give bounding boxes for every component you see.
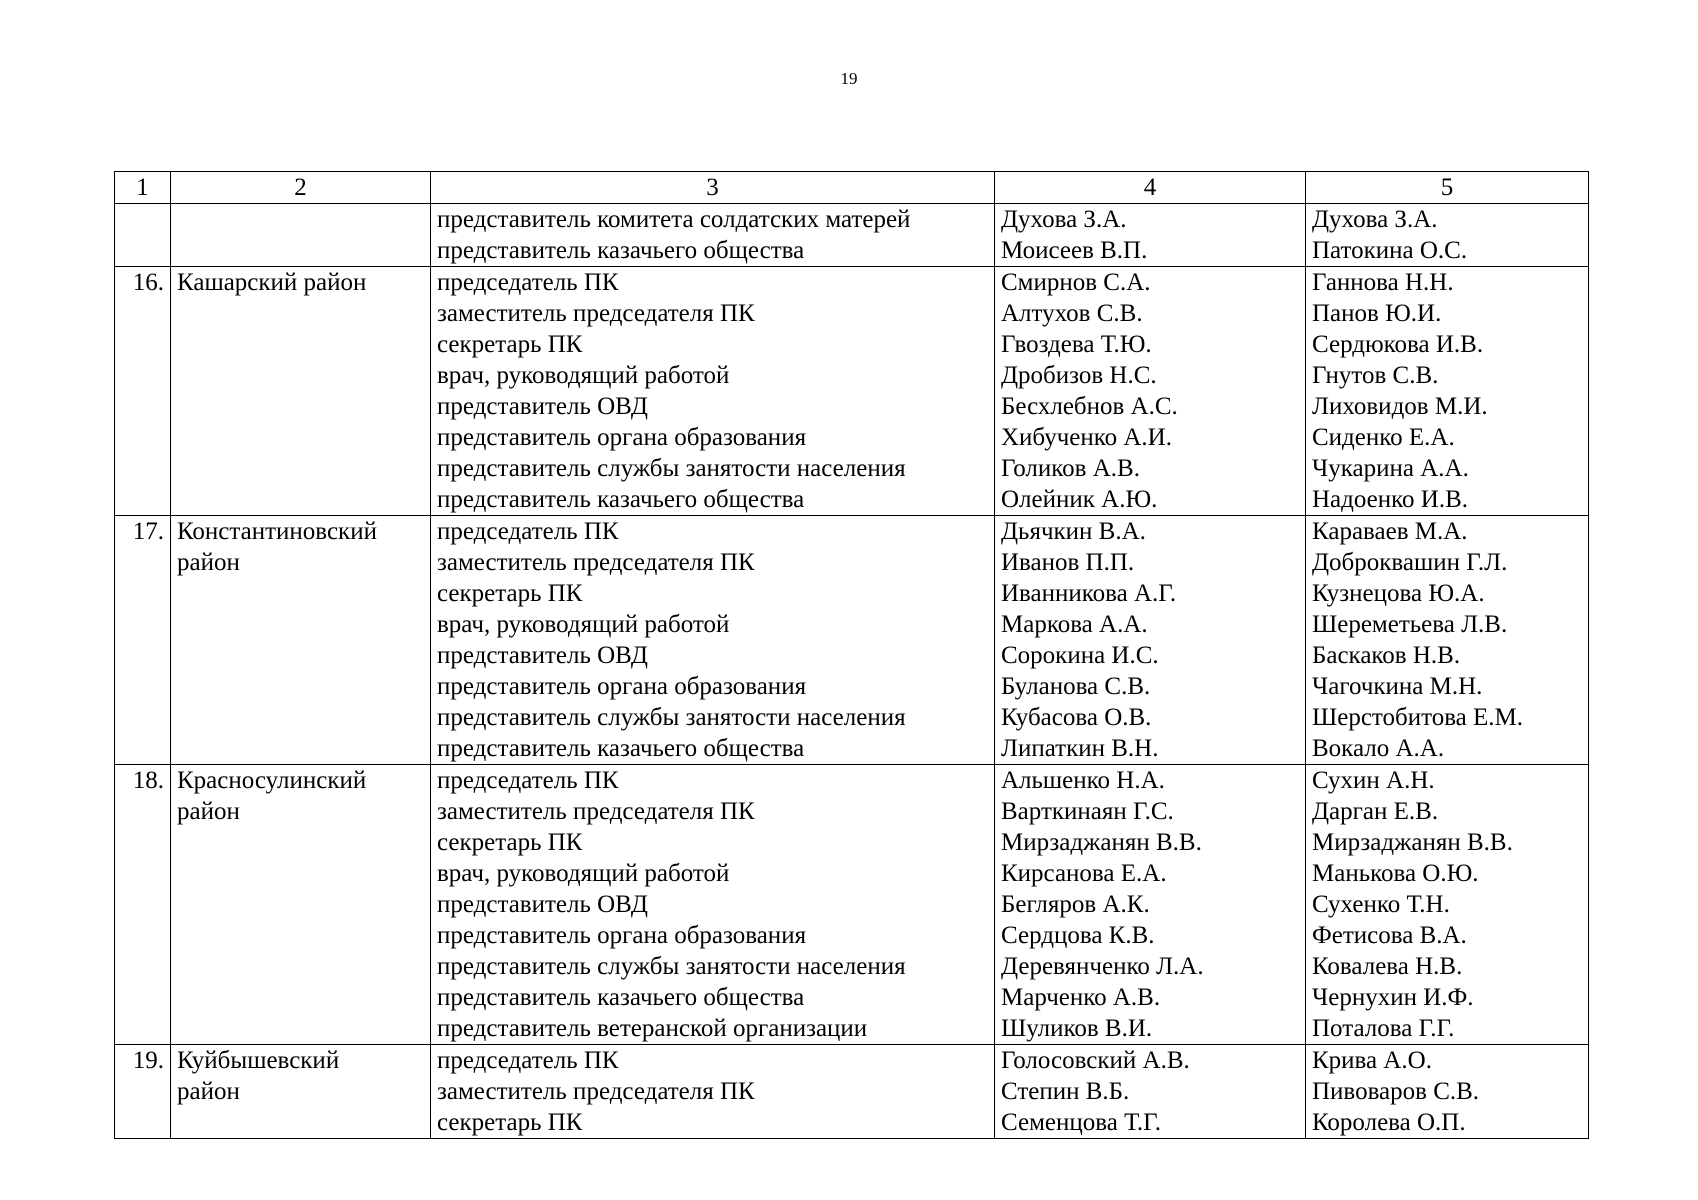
district-cell <box>171 516 431 765</box>
role-line: представитель ветеранской организации <box>437 1015 868 1042</box>
member-name: Семенцова Т.Г. <box>1001 1109 1161 1136</box>
role-cell <box>431 267 995 516</box>
row-number-cell <box>115 267 171 516</box>
member-name: Гвоздева Т.Ю. <box>1001 331 1152 358</box>
district-name-line: Куйбышевский <box>177 1047 340 1074</box>
member-name: Голиков А.В. <box>1001 455 1140 482</box>
member-name: Деревянченко Л.А. <box>1001 953 1204 980</box>
role-line: представитель казачьего общества <box>437 237 805 264</box>
row-number-cell <box>115 204 171 267</box>
role-line: секретарь ПК <box>437 580 583 607</box>
role-line: председатель ПК <box>437 269 619 296</box>
reserve-member-name: Дарган Е.В. <box>1312 798 1439 825</box>
reserve-member-name: Вокало А.А. <box>1312 735 1445 762</box>
reserve-cell <box>1306 204 1589 267</box>
district-cell <box>171 765 431 1045</box>
member-name: Кубасова О.В. <box>1001 704 1152 731</box>
role-line: секретарь ПК <box>437 829 583 856</box>
reserve-member-name: Поталова Г.Г. <box>1312 1015 1455 1042</box>
reserve-member-name: Караваев М.А. <box>1312 518 1468 545</box>
role-line: представитель казачьего общества <box>437 984 805 1011</box>
member-name: Степин В.Б. <box>1001 1078 1130 1105</box>
reserve-member-name: Лиховидов М.И. <box>1312 393 1488 420</box>
page-number: 19 <box>840 69 858 88</box>
role-line: представитель органа образования <box>437 673 807 700</box>
column-header-reserve: 5 <box>1306 172 1589 204</box>
member-name: Липаткин В.Н. <box>1001 735 1159 762</box>
table-row <box>115 516 1589 765</box>
member-name: Варткинаян Г.С. <box>1001 798 1174 825</box>
role-line: заместитель председателя ПК <box>437 1078 755 1105</box>
role-line: врач, руководящий работой <box>437 362 730 389</box>
role-cell <box>431 765 995 1045</box>
reserve-member-name: Чагочкина М.Н. <box>1312 673 1483 700</box>
row-number: 16. <box>132 269 164 296</box>
member-cell <box>995 765 1306 1045</box>
district-cell <box>171 1045 431 1139</box>
row-number: 19. <box>132 1047 164 1074</box>
reserve-member-name: Фетисова В.А. <box>1312 922 1467 949</box>
row-number-cell <box>115 765 171 1045</box>
member-name: Дробизов Н.С. <box>1001 362 1157 389</box>
role-line: представитель казачьего общества <box>437 735 805 762</box>
member-cell <box>995 204 1306 267</box>
row-number-cell <box>115 516 171 765</box>
member-name: Голосовский А.В. <box>1001 1047 1190 1074</box>
member-name: Иванов П.П. <box>1001 549 1135 576</box>
reserve-cell <box>1306 1045 1589 1139</box>
role-line: представитель ОВД <box>437 642 648 669</box>
table-row <box>115 1045 1589 1139</box>
column-header-member: 4 <box>995 172 1306 204</box>
member-name: Моисеев В.П. <box>1001 237 1148 264</box>
role-line: председатель ПК <box>437 518 619 545</box>
role-cell <box>431 204 995 267</box>
role-line: заместитель председателя ПК <box>437 798 755 825</box>
role-line: врач, руководящий работой <box>437 860 730 887</box>
reserve-member-name: Сиденко Е.А. <box>1312 424 1455 451</box>
member-name: Бесхлебнов А.С. <box>1001 393 1178 420</box>
reserve-member-name: Сердюкова И.В. <box>1312 331 1484 358</box>
role-line: врач, руководящий работой <box>437 611 730 638</box>
reserve-member-name: Доброквашин Г.Л. <box>1312 549 1508 576</box>
role-line: представитель службы занятости населения <box>437 455 906 482</box>
role-cell <box>431 516 995 765</box>
reserve-member-name: Духова З.А. <box>1312 206 1438 233</box>
reserve-cell <box>1306 516 1589 765</box>
reserve-member-name: Ганнова Н.Н. <box>1312 269 1454 296</box>
reserve-member-name: Панов Ю.И. <box>1312 300 1442 327</box>
district-name-line: Константиновский <box>177 518 377 545</box>
reserve-member-name: Гнутов С.В. <box>1312 362 1439 389</box>
reserve-member-name: Манькова О.Ю. <box>1312 860 1479 887</box>
reserve-member-name: Ковалева Н.В. <box>1312 953 1463 980</box>
reserve-member-name: Мирзаджанян В.В. <box>1312 829 1513 856</box>
reserve-member-name: Шереметьева Л.В. <box>1312 611 1508 638</box>
reserve-member-name: Пивоваров С.В. <box>1312 1078 1480 1105</box>
member-name: Олейник А.Ю. <box>1001 486 1158 513</box>
column-header-district: 2 <box>171 172 431 204</box>
member-name: Шуликов В.И. <box>1001 1015 1153 1042</box>
row-number: 18. <box>132 767 164 794</box>
district-name-line: район <box>177 798 240 825</box>
district-name-line: район <box>177 549 240 576</box>
member-name: Духова З.А. <box>1001 206 1127 233</box>
reserve-member-name: Надоенко И.В. <box>1312 486 1469 513</box>
role-line: представитель службы занятости населения <box>437 953 906 980</box>
role-line: секретарь ПК <box>437 1109 583 1136</box>
member-name: Маркова А.А. <box>1001 611 1148 638</box>
district-cell <box>171 204 431 267</box>
member-name: Мирзаджанян В.В. <box>1001 829 1202 856</box>
table-row <box>115 267 1589 516</box>
role-line: представитель органа образования <box>437 922 807 949</box>
reserve-member-name: Чернухин И.Ф. <box>1312 984 1474 1011</box>
district-name-line: Кашарский район <box>177 269 367 296</box>
member-name: Иванникова А.Г. <box>1001 580 1177 607</box>
reserve-member-name: Патокина О.С. <box>1312 237 1468 264</box>
member-name: Дьячкин В.А. <box>1001 518 1146 545</box>
role-line: представитель ОВД <box>437 891 648 918</box>
reserve-cell <box>1306 267 1589 516</box>
member-name: Марченко А.В. <box>1001 984 1161 1011</box>
member-name: Буланова С.В. <box>1001 673 1151 700</box>
member-cell <box>995 1045 1306 1139</box>
role-line: председатель ПК <box>437 1047 619 1074</box>
reserve-member-name: Сухин А.Н. <box>1312 767 1435 794</box>
member-name: Алтухов С.В. <box>1001 300 1143 327</box>
member-cell <box>995 516 1306 765</box>
column-header-number: 1 <box>115 172 171 204</box>
reserve-member-name: Баскаков Н.В. <box>1312 642 1461 669</box>
role-line: представитель ОВД <box>437 393 648 420</box>
reserve-member-name: Шерстобитова Е.М. <box>1312 704 1524 731</box>
role-line: представитель казачьего общества <box>437 486 805 513</box>
column-header-role: 3 <box>431 172 995 204</box>
table-row <box>115 204 1589 267</box>
member-name: Кирсанова Е.А. <box>1001 860 1167 887</box>
row-number-cell <box>115 1045 171 1139</box>
table-row <box>115 765 1589 1045</box>
table-header-row <box>115 172 1589 204</box>
reserve-cell <box>1306 765 1589 1045</box>
district-name-line: Красносулинский <box>177 767 367 794</box>
role-line: председатель ПК <box>437 767 619 794</box>
member-cell <box>995 267 1306 516</box>
reserve-member-name: Королева О.П. <box>1312 1109 1466 1136</box>
role-line: представитель комитета солдатских матерей <box>437 206 911 233</box>
member-name: Сердцова К.В. <box>1001 922 1155 949</box>
role-line: заместитель председателя ПК <box>437 300 755 327</box>
district-name-line: район <box>177 1078 240 1105</box>
member-name: Альшенко Н.А. <box>1001 767 1165 794</box>
member-name: Сорокина И.С. <box>1001 642 1159 669</box>
reserve-member-name: Кузнецова Ю.А. <box>1312 580 1485 607</box>
role-line: заместитель председателя ПК <box>437 549 755 576</box>
role-line: представитель органа образования <box>437 424 807 451</box>
member-name: Бегляров А.К. <box>1001 891 1150 918</box>
reserve-member-name: Крива А.О. <box>1312 1047 1432 1074</box>
role-line: секретарь ПК <box>437 331 583 358</box>
role-line: представитель службы занятости населения <box>437 704 906 731</box>
member-name: Хибученко А.И. <box>1001 424 1172 451</box>
reserve-member-name: Сухенко Т.Н. <box>1312 891 1450 918</box>
role-cell <box>431 1045 995 1139</box>
reserve-member-name: Чукарина А.А. <box>1312 455 1469 482</box>
member-name: Смирнов С.А. <box>1001 269 1151 296</box>
district-cell <box>171 267 431 516</box>
commission-table <box>114 171 1589 1139</box>
row-number: 17. <box>132 518 164 545</box>
